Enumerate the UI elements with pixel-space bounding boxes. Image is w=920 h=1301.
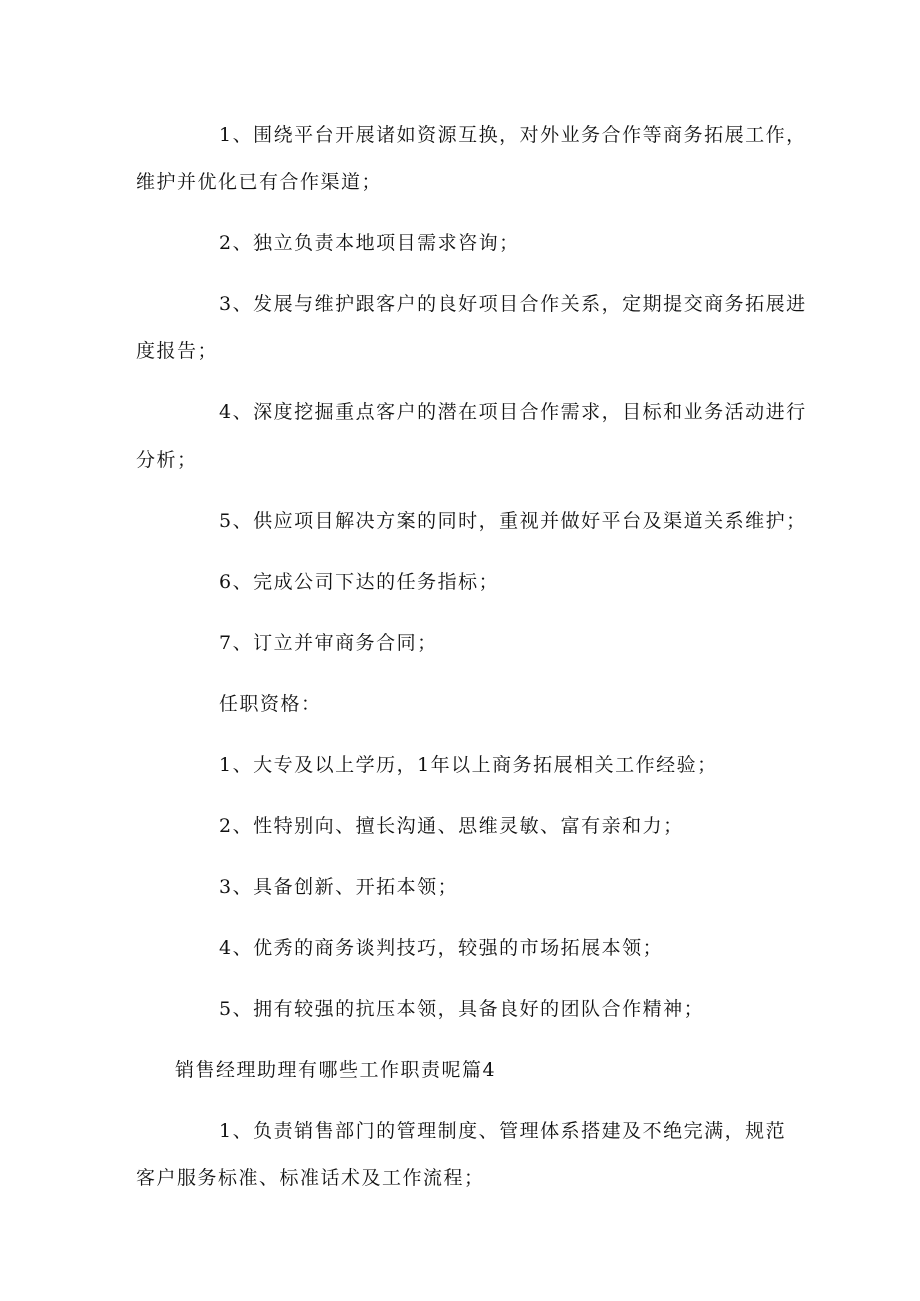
duty-item-5: 5、供应项目解决方案的同时，重视并做好平台及渠道关系维护； (219, 510, 807, 532)
duty-item-2: 2、独立负责本地项目需求咨询； (219, 232, 520, 254)
duty-item-3-line-1: 3、发展与维护跟客户的良好项目合作关系，定期提交商务拓展进 (219, 293, 807, 315)
qualification-item-1: 1、大专及以上学历，1年以上商务拓展相关工作经验； (219, 754, 718, 776)
section-heading: 销售经理助理有哪些工作职责呢篇4 (175, 1059, 497, 1081)
qualification-item-5: 5、拥有较强的抗压本领，具备良好的团队合作精神； (219, 998, 705, 1020)
duty-item-1-line-2: 维护并优化已有合作渠道； (136, 171, 383, 193)
qualification-item-2: 2、性特别向、擅长沟通、思维灵敏、富有亲和力； (219, 815, 684, 837)
section-item-1-line-2: 客户服务标准、标准话术及工作流程； (136, 1167, 485, 1189)
duty-item-3-line-2: 度报告； (136, 340, 219, 362)
qualification-item-4: 4、优秀的商务谈判技巧，较强的市场拓展本领； (219, 937, 664, 959)
duty-item-6: 6、完成公司下达的任务指标； (219, 571, 500, 593)
section-item-1-line-1: 1、负责销售部门的管理制度、管理体系搭建及不绝完满，规范 (219, 1120, 787, 1142)
duty-item-7: 7、订立并审商务合同； (219, 632, 438, 654)
qualifications-title: 任职资格： (219, 693, 322, 715)
qualification-item-3: 3、具备创新、开拓本领； (219, 876, 459, 898)
duty-item-4-line-2: 分析； (136, 449, 198, 471)
duty-item-4-line-1: 4、深度挖掘重点客户的潜在项目合作需求，目标和业务活动进行 (219, 401, 807, 423)
duty-item-1-line-1: 1、围绕平台开展诸如资源互换，对外业务合作等商务拓展工作， (219, 124, 807, 146)
